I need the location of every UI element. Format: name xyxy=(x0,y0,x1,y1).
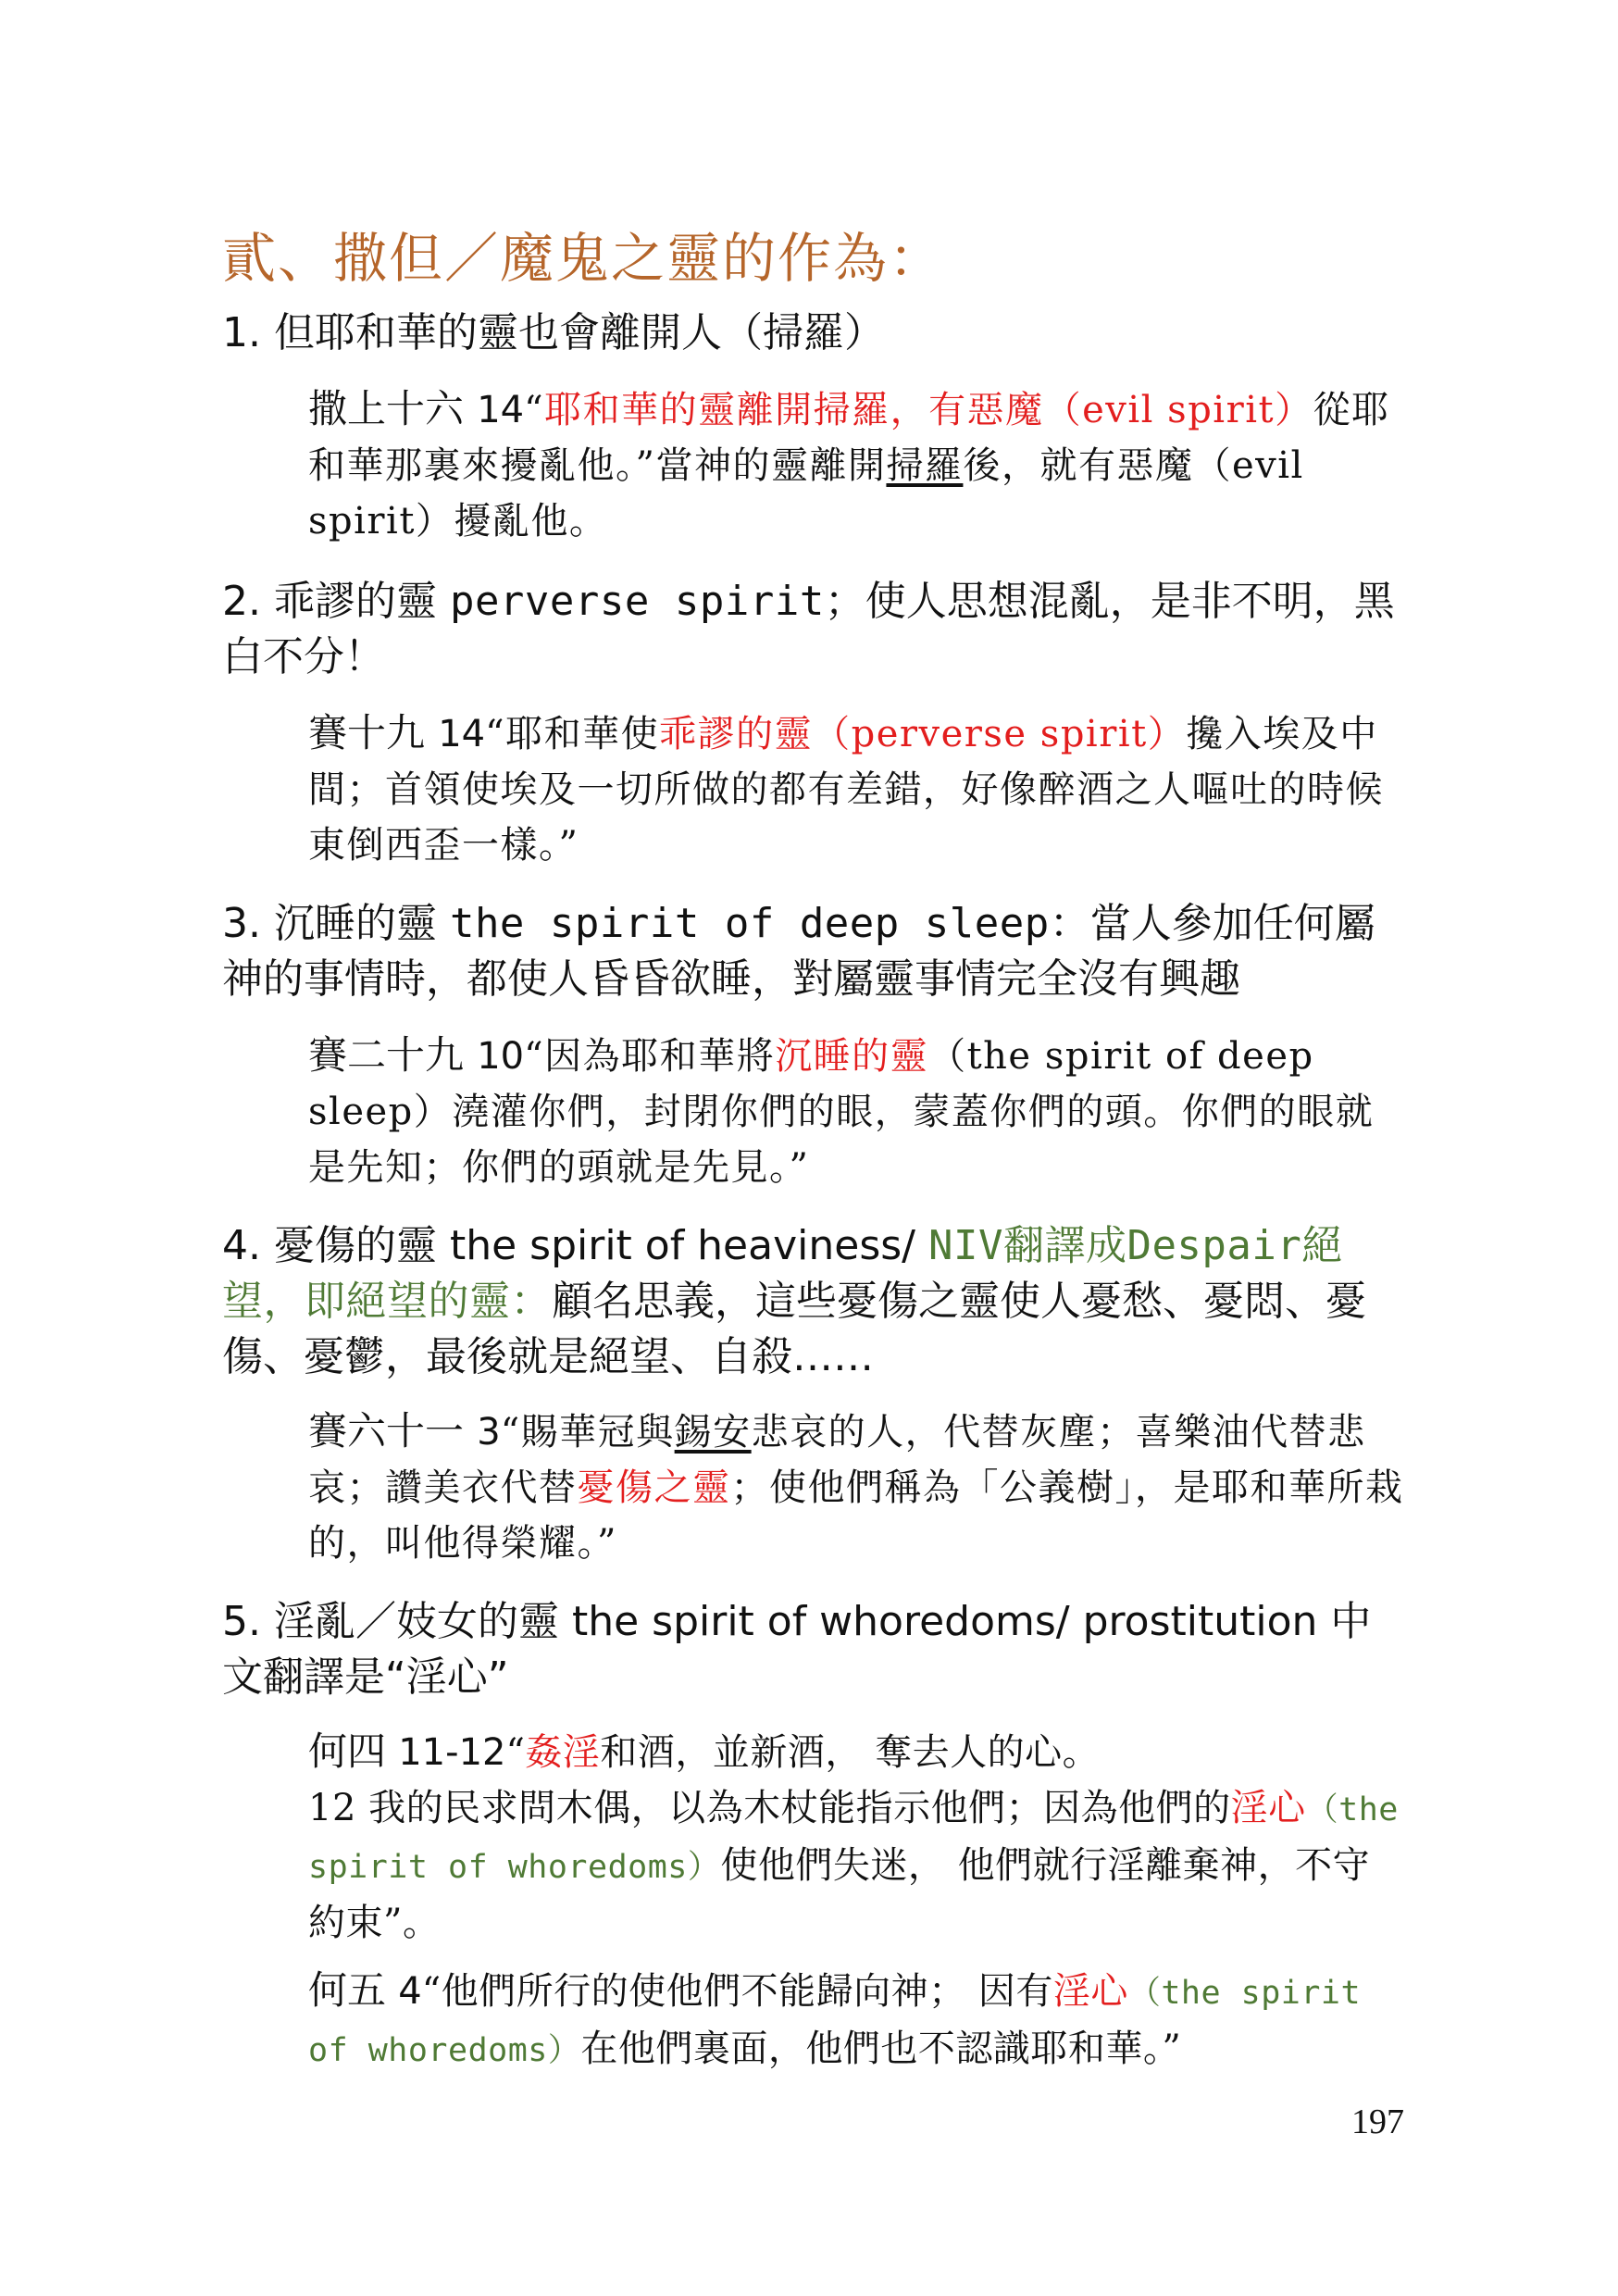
highlight-green: （the spirit of whoredoms） xyxy=(308,1791,1399,1886)
heading-english: the spirit of deep sleep xyxy=(449,900,1050,947)
section-3-heading xyxy=(222,896,1407,1007)
section-4-verse xyxy=(308,1404,1406,1571)
verse-text: 使他們失迷， 他們就行淫離棄神，不守約束”。 xyxy=(308,1844,1371,1944)
highlight-green: （the spirit of whoredoms） xyxy=(308,1975,1362,2069)
section-1-heading: 1. 但耶和華的靈也會離開人（掃羅） xyxy=(222,309,885,356)
verse-ref: 賽二十九 xyxy=(308,1032,465,1078)
verse-num: 3 xyxy=(477,1411,501,1454)
section-4-heading xyxy=(222,1218,1407,1385)
verse-text: “ xyxy=(505,1731,526,1774)
verse-text: ；使他們稱為「公義樹」，是耶和華所栽的，叫他得榮耀。” xyxy=(308,1466,1404,1565)
verse-ref: 賽十九 xyxy=(308,710,426,755)
quote-open: “ xyxy=(524,389,545,431)
verse-ref: 何五 xyxy=(308,1967,387,2013)
verse-text: 12 我的民求問木偶，以為木杖能指示他們；因為他們的 xyxy=(308,1787,1231,1829)
verse-text: “賜華冠與 xyxy=(500,1411,675,1454)
page-title: 貳、撒但／魔鬼之靈的作為： xyxy=(222,227,945,290)
underlined-name: 錫安 xyxy=(674,1411,752,1454)
verse-text: 從耶和華那裏來擾亂他。”當神的靈離開 xyxy=(308,389,1390,487)
section-2-heading xyxy=(222,574,1407,685)
verse-text: “因為耶和華將 xyxy=(524,1035,776,1078)
section-5-heading: 5. 淫亂／妓女的靈 the spirit of whoredoms/ prostitution 中文翻譯是“淫心” xyxy=(222,1598,1372,1701)
section-2-verse xyxy=(308,705,1406,873)
heading-english: perverse spirit xyxy=(449,578,825,625)
highlight-red: 姦淫 xyxy=(525,1731,601,1774)
underlined-name: 掃羅 xyxy=(886,444,964,487)
heading-text: 顧名思義，這些憂傷之靈使人憂愁、憂悶、憂傷、憂鬱，最後就是絕望、自殺…… xyxy=(222,1278,1366,1380)
verse-num: 4 xyxy=(398,1970,422,2013)
verse-num: 10 xyxy=(477,1035,525,1078)
verse-num: 14 xyxy=(477,389,525,431)
verse-text: 和酒，並新酒， 奪去人的心。 xyxy=(600,1731,1101,1774)
heading-green-note: NIV翻譯成Despair絕望，即絕望的靈： xyxy=(222,1222,1343,1325)
verse-text: （the spirit of deep sleep）澆灌你們，封閉你們的眼，蒙蓋你們的頭。你們的眼就是先知；你們的頭就是先見。” xyxy=(308,1035,1375,1189)
heading-text: 4. 憂傷的靈 the spirit of heaviness/ xyxy=(222,1222,928,1269)
verse-num: 11-12 xyxy=(398,1731,506,1774)
highlight-red: 憂傷之靈 xyxy=(577,1466,731,1509)
verse-ref: 何四 xyxy=(308,1728,387,1774)
section-5-verse-a xyxy=(308,1724,1406,1951)
verse-ref: 賽六十一 xyxy=(308,1408,465,1454)
verse-text: 後，就有惡魔（evil spirit）擾亂他。 xyxy=(308,444,1304,543)
verse-text: “耶和華使 xyxy=(485,713,660,755)
verse-text: 悲哀的人，代替灰塵；喜樂油代替悲哀；讚美衣代替 xyxy=(308,1411,1366,1509)
highlight-red: 淫心 xyxy=(1052,1970,1128,2013)
section-3-verse xyxy=(308,1028,1406,1195)
highlight-red: 淫心 xyxy=(1230,1787,1306,1829)
page-number: 197 xyxy=(1351,2103,1404,2141)
verse-text: 在他們裏面，他們也不認識耶和華。” xyxy=(580,2028,1182,2070)
heading-text: 2. 乖謬的靈 xyxy=(222,578,450,625)
verse-text: 攙入埃及中間；首領使埃及一切所做的都有差錯，好像醉酒之人嘔吐的時候東倒西歪一樣。” xyxy=(308,713,1384,867)
verse-ref: 撒上十六 xyxy=(308,386,465,431)
verse-text: “他們所行的使他們不能歸向神； 因有 xyxy=(421,1970,1053,2013)
section-5-verse-b xyxy=(308,1963,1406,2078)
highlight-red: 乖謬的靈（perverse spirit） xyxy=(659,713,1187,755)
heading-text: ：當人參加任何屬神的事情時，都使人昏昏欲睡，對屬靈事情完全沒有興趣 xyxy=(222,900,1375,1003)
verse-num: 14 xyxy=(438,713,486,755)
section-1-verse xyxy=(308,381,1406,549)
heading-text: 3. 沉睡的靈 xyxy=(222,900,450,947)
highlight-red: 沉睡的靈 xyxy=(775,1035,929,1078)
highlight-red: 耶和華的靈離開掃羅，有惡魔（evil spirit） xyxy=(544,389,1313,431)
heading-text: ；使人思想混亂，是非不明，黑白不分！ xyxy=(222,578,1395,680)
